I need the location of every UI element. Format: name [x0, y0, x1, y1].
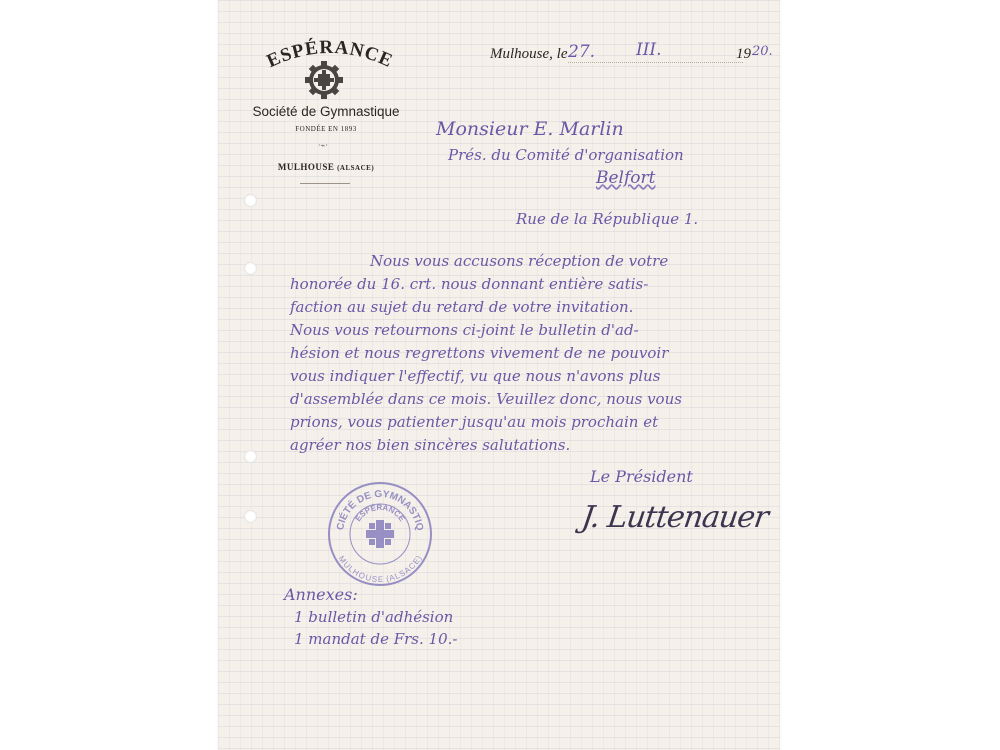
letterhead-divider	[300, 183, 350, 184]
recipient-title: Prés. du Comité d'organisation	[448, 146, 684, 164]
punch-hole	[244, 450, 257, 463]
body-line: agréer nos bien sincères salutations.	[290, 436, 571, 454]
body-line: prions, vous patienter jusqu'au mois prochain et	[290, 413, 659, 431]
punch-hole	[244, 510, 257, 523]
letter-body	[290, 250, 770, 457]
dateline-month: III.	[636, 40, 662, 60]
annexes-heading: Annexes:	[284, 585, 358, 604]
annex-item: 1 mandat de Frs. 10.-	[294, 630, 458, 648]
body-line: Nous vous retournons ci-joint le bulletin d'ad-	[290, 321, 639, 339]
stamp-cross-icon	[366, 520, 394, 548]
dateline-day: 27.	[568, 42, 596, 62]
president-signature: J. Luttenauer	[579, 500, 770, 535]
society-stamp	[326, 480, 434, 588]
body-line: Nous vous accusons réception de votre	[370, 252, 669, 270]
gear-cross-logo-icon	[304, 60, 344, 100]
letterhead-region: (ALSACE)	[337, 164, 375, 172]
body-line: faction au sujet du retard de votre invitation.	[290, 298, 634, 316]
body-line: hésion et nous regrettons vivement de ne pouvoir	[290, 344, 669, 362]
recipient-street: Rue de la République 1.	[516, 210, 699, 228]
letterhead-title: ESPÉRANCE	[263, 36, 397, 73]
body-line: d'assemblée dans ce mois. Veuillez donc, nous vous	[290, 390, 682, 408]
body-line: vous indiquer l'effectif, vu que nous n'avons plus	[290, 367, 661, 385]
letterhead-ornament: ·⌁·	[318, 141, 328, 150]
dateline-place: Mulhouse, le	[490, 46, 568, 62]
closing-title: Le Président	[590, 467, 693, 486]
recipient-city: Belfort	[596, 168, 656, 188]
svg-text:MULHOUSE (ALSACE)	[337, 554, 424, 584]
punch-hole	[244, 262, 257, 275]
letterhead-society: Société de Gymnastique	[252, 104, 400, 119]
svg-text:SOCIÉTÉ DE GYMNASTIQUE	[326, 480, 425, 532]
annex-item: 1 bulletin d'adhésion	[294, 608, 454, 626]
letterhead-city: MULHOUSE	[277, 162, 335, 172]
letterhead-founded: FONDÉE EN 1893	[295, 125, 357, 133]
stamp-bottom-text: MULHOUSE (ALSACE)	[336, 554, 424, 585]
dateline-year-printed: 19	[736, 46, 751, 62]
dateline-year-handwritten: 20.	[752, 44, 773, 59]
recipient-name: Monsieur E. Marlin	[436, 118, 624, 140]
stamp-top-text: CIÉTÉ DE GYMNASTIQ	[335, 488, 425, 532]
letter-sheet	[218, 0, 780, 750]
body-line: honorée du 16. crt. nous donnant entière satis-	[290, 275, 649, 293]
punch-hole	[244, 194, 257, 207]
letterhead-location	[236, 162, 416, 172]
date-fill-line	[568, 62, 743, 63]
stamp-middle-text: ESPÉRANCE	[353, 502, 407, 524]
